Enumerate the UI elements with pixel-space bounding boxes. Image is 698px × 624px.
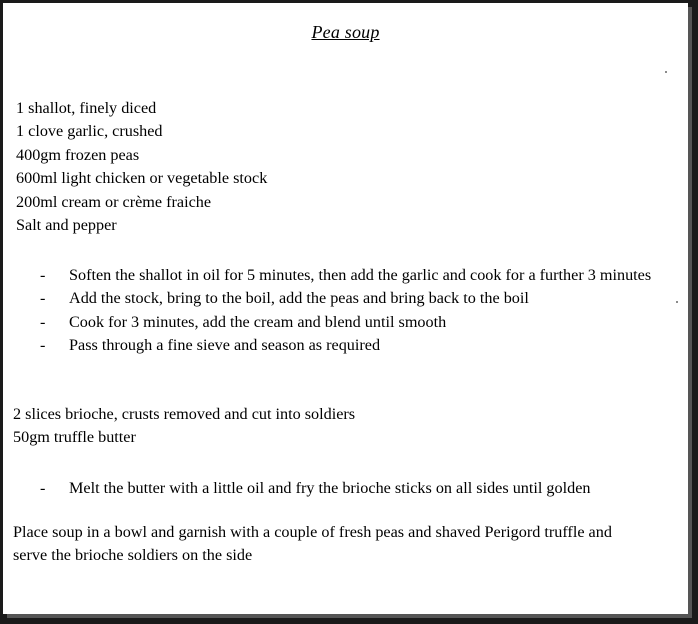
method-step-text: Pass through a fine sieve and season as required <box>69 336 381 355</box>
recipe-title: Pea soup <box>311 22 380 42</box>
method-step-text: Melt the butter with a little oil and fry the brioche sticks on all sides until golden <box>69 479 591 497</box>
method-step <box>3 264 688 287</box>
recipe-page <box>3 3 688 614</box>
method-step-text: Cook for 3 minutes, add the cream and blend until smooth <box>69 312 447 331</box>
ingredient-line: 1 clove garlic, crushed <box>16 122 163 141</box>
ingredient-line: 2 slices brioche, crusts removed and cut into soldiers <box>13 405 356 423</box>
serving-line: Place soup in a bowl and garnish with a couple of fresh peas and shaved Perigord truffle and <box>13 523 612 541</box>
method-step <box>3 334 688 357</box>
ingredient-line: 400gm frozen peas <box>16 145 140 164</box>
method-step <box>3 311 688 334</box>
dash-bullet: - <box>40 336 46 355</box>
brioche-method-list <box>3 477 688 500</box>
ingredient-line: 50gm truffle butter <box>13 428 136 447</box>
scan-speck <box>676 301 678 303</box>
method-step <box>3 287 688 310</box>
brioche-ingredients-list <box>13 403 685 450</box>
serving-line: serve the brioche soldiers on the side <box>13 546 253 565</box>
serving-instructions <box>13 521 685 568</box>
soup-ingredients-list <box>16 97 688 237</box>
ingredient-line: 200ml cream or crème fraiche <box>16 192 212 211</box>
method-step-text: Add the stock, bring to the boil, add the peas and bring back to the boil <box>69 289 529 308</box>
ingredient-line: Salt and pepper <box>16 216 117 235</box>
method-step-text: Soften the shallot in oil for 5 minutes, then add the garlic and cook for a further 3 minutes <box>69 266 652 284</box>
ingredient-line: 600ml light chicken or vegetable stock <box>16 169 268 188</box>
dash-bullet: - <box>40 289 46 308</box>
method-step <box>3 477 688 500</box>
dash-bullet: - <box>40 479 46 497</box>
scan-speck <box>665 71 667 73</box>
ingredient-line: 1 shallot, finely diced <box>16 99 157 117</box>
soup-method-list <box>3 264 688 358</box>
dash-bullet: - <box>40 266 46 284</box>
dash-bullet: - <box>40 312 46 331</box>
